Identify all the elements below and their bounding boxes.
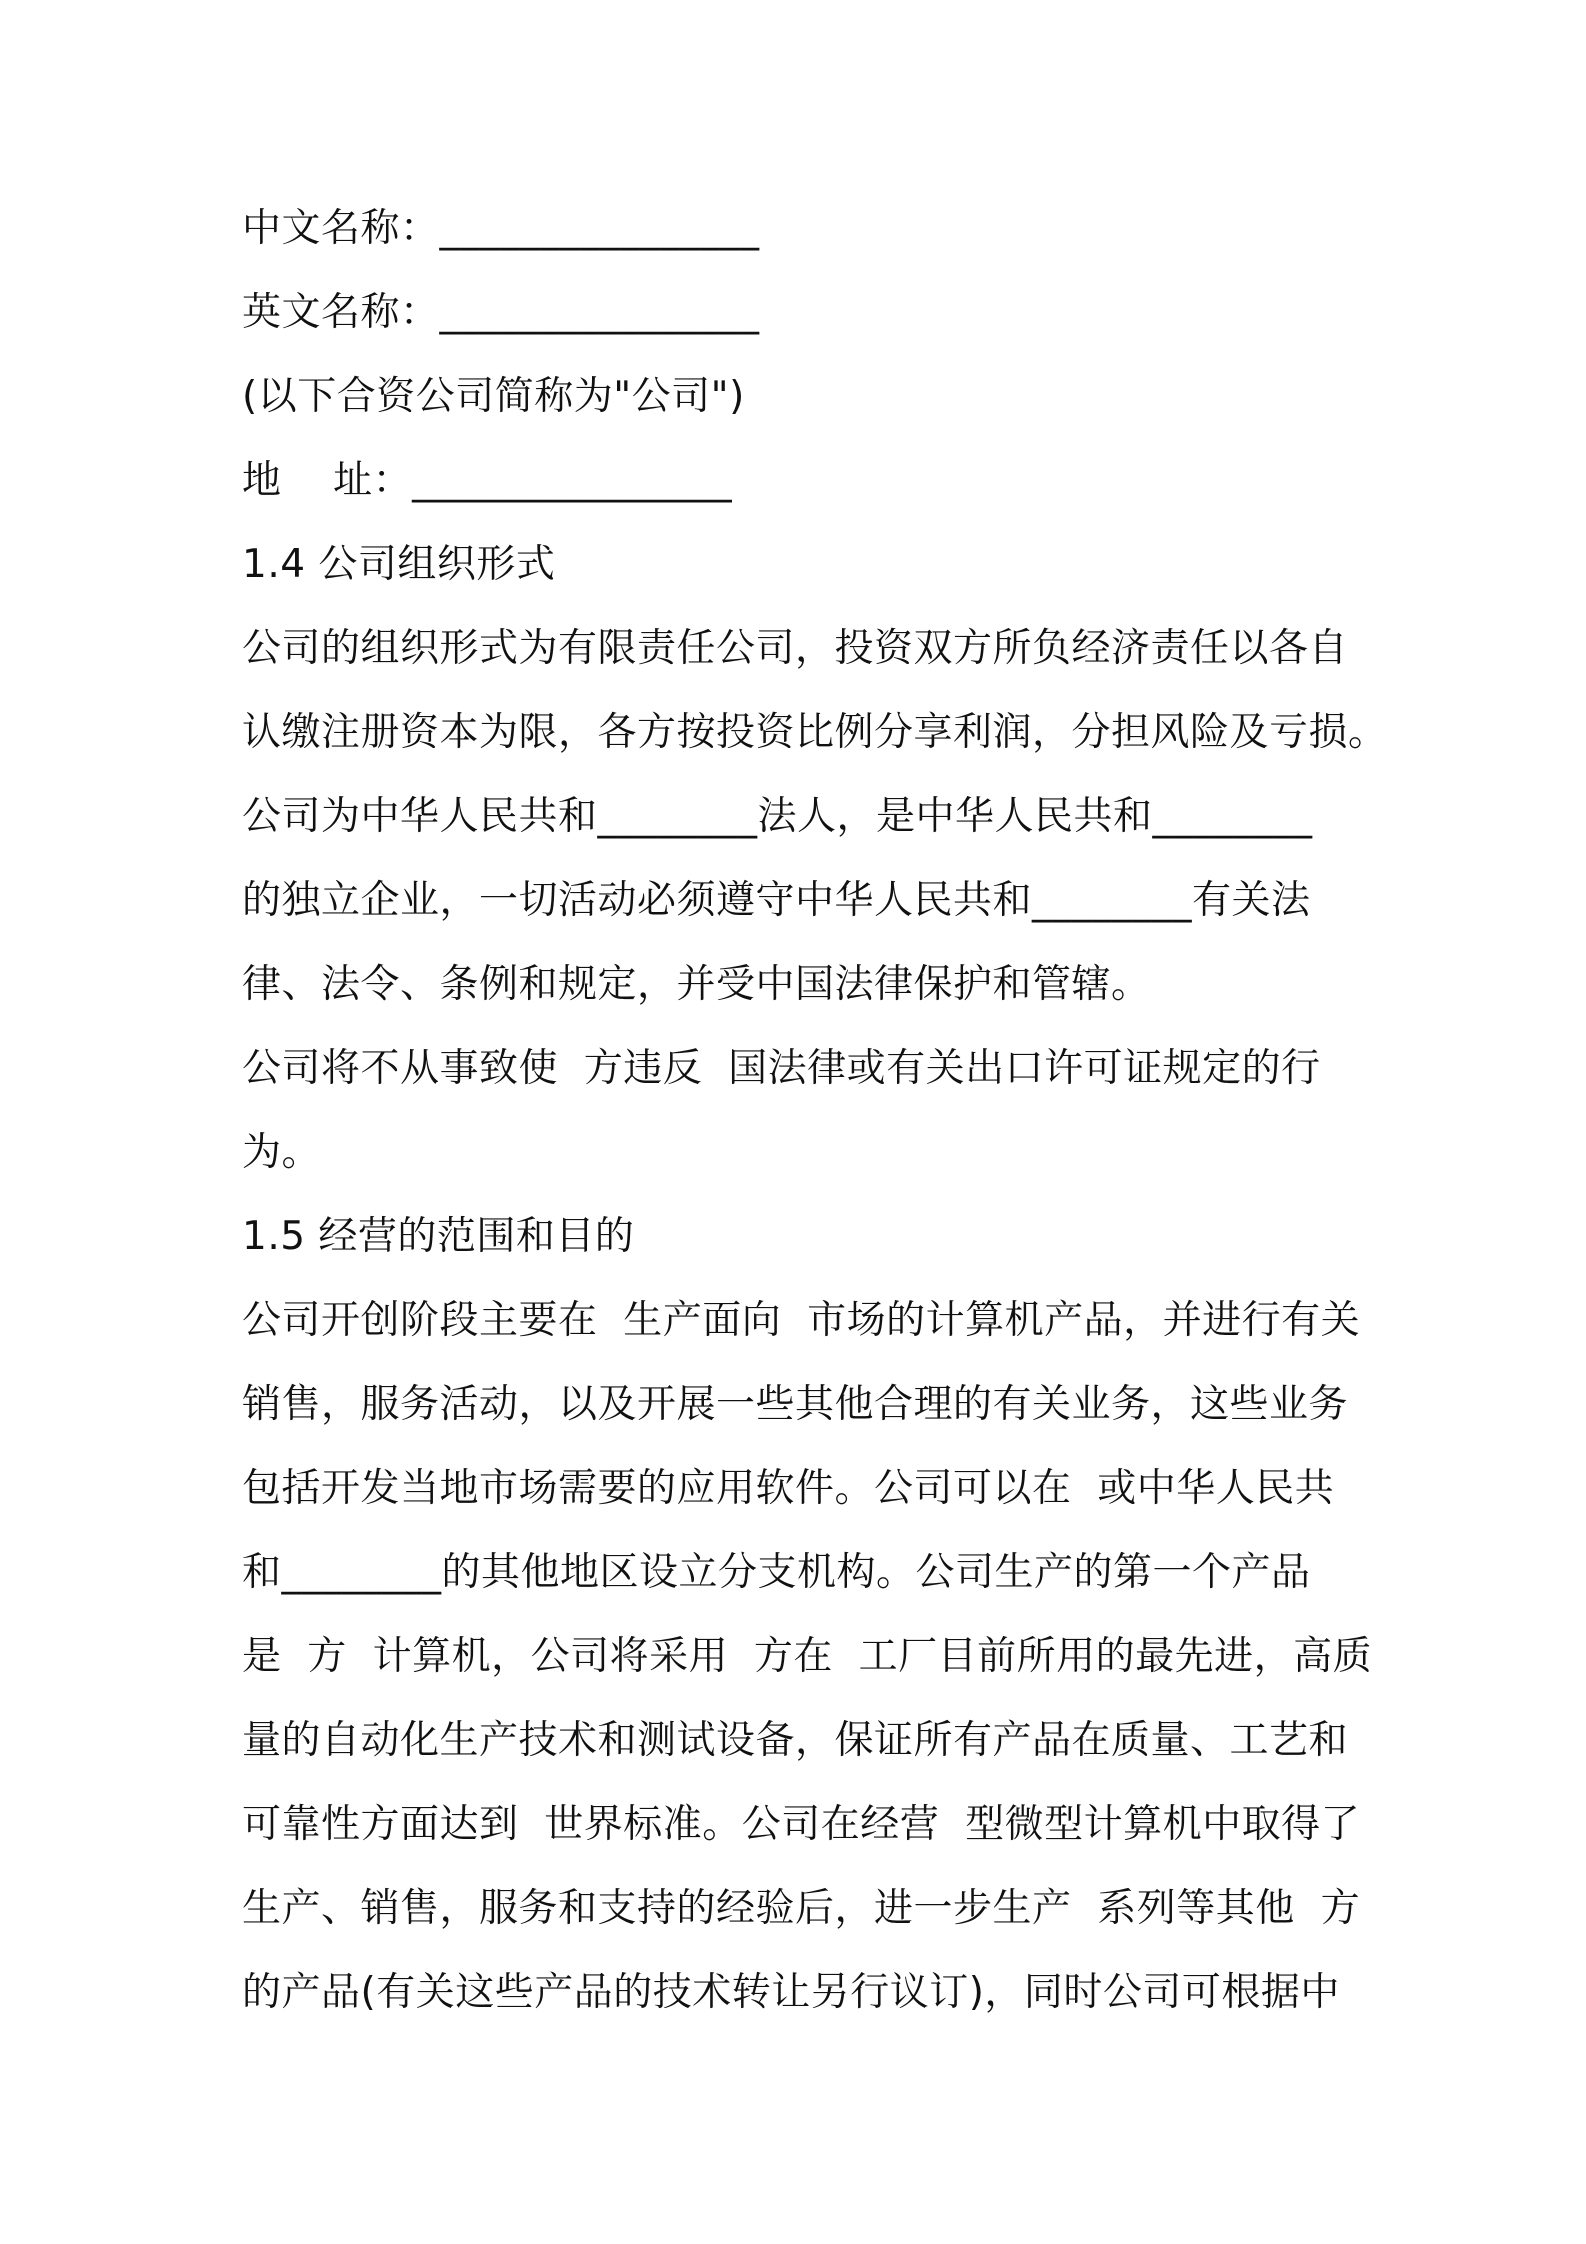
paragraph-line: 生产、销售，服务和支持的经验后，进一步生产 系列等其他 方: [242, 1886, 1361, 1931]
paragraph-line: 认缴注册资本为限，各方按投资比例分享利润，分担风险及亏损。: [242, 710, 1388, 755]
english-name-line: 英文名称：________________: [242, 290, 760, 335]
address-line: 地 址：________________: [242, 458, 733, 503]
paragraph-line: 公司开创阶段主要在 生产面向 市场的计算机产品，并进行有关: [242, 1298, 1361, 1343]
paragraph-line: 律、法令、条例和规定，并受中国法律保护和管辖。: [242, 962, 1151, 1007]
paragraph-line: 公司的组织形式为有限责任公司，投资双方所负经济责任以各自: [242, 626, 1349, 671]
section-heading-1-4: 1.4 公司组织形式: [242, 542, 556, 587]
section-heading-1-5: 1.5 经营的范围和目的: [242, 1214, 635, 1259]
paragraph-line: 公司为中华人民共和________法人，是中华人民共和________: [242, 794, 1313, 839]
paragraph-line: 为。: [242, 1130, 322, 1175]
company-abbreviation-line: (以下合资公司简称为"公司"): [242, 374, 745, 419]
chinese-name-line: 中文名称：________________: [242, 206, 760, 251]
paragraph-line: 的独立企业，一切活动必须遵守中华人民共和________有关法: [242, 878, 1311, 923]
paragraph-line: 是 方 计算机，公司将采用 方在 工厂目前所用的最先进，高质: [242, 1634, 1373, 1679]
paragraph-line: 和________的其他地区设立分支机构。公司生产的第一个产品: [242, 1550, 1311, 1595]
paragraph-line: 包括开发当地市场需要的应用软件。公司可以在 或中华人民共: [242, 1466, 1335, 1511]
paragraph-line: 公司将不从事致使 方违反 国法律或有关出口许可证规定的行: [242, 1046, 1321, 1091]
paragraph-line: 量的自动化生产技术和测试设备，保证所有产品在质量、工艺和: [242, 1718, 1349, 1763]
paragraph-line: 的产品(有关这些产品的技术转让另行议订)，同时公司可根据中: [242, 1970, 1340, 2015]
paragraph-line: 可靠性方面达到 世界标准。公司在经营 型微型计算机中取得了: [242, 1802, 1361, 1847]
paragraph-line: 销售，服务活动，以及开展一些其他合理的有关业务，这些业务: [242, 1382, 1349, 1427]
